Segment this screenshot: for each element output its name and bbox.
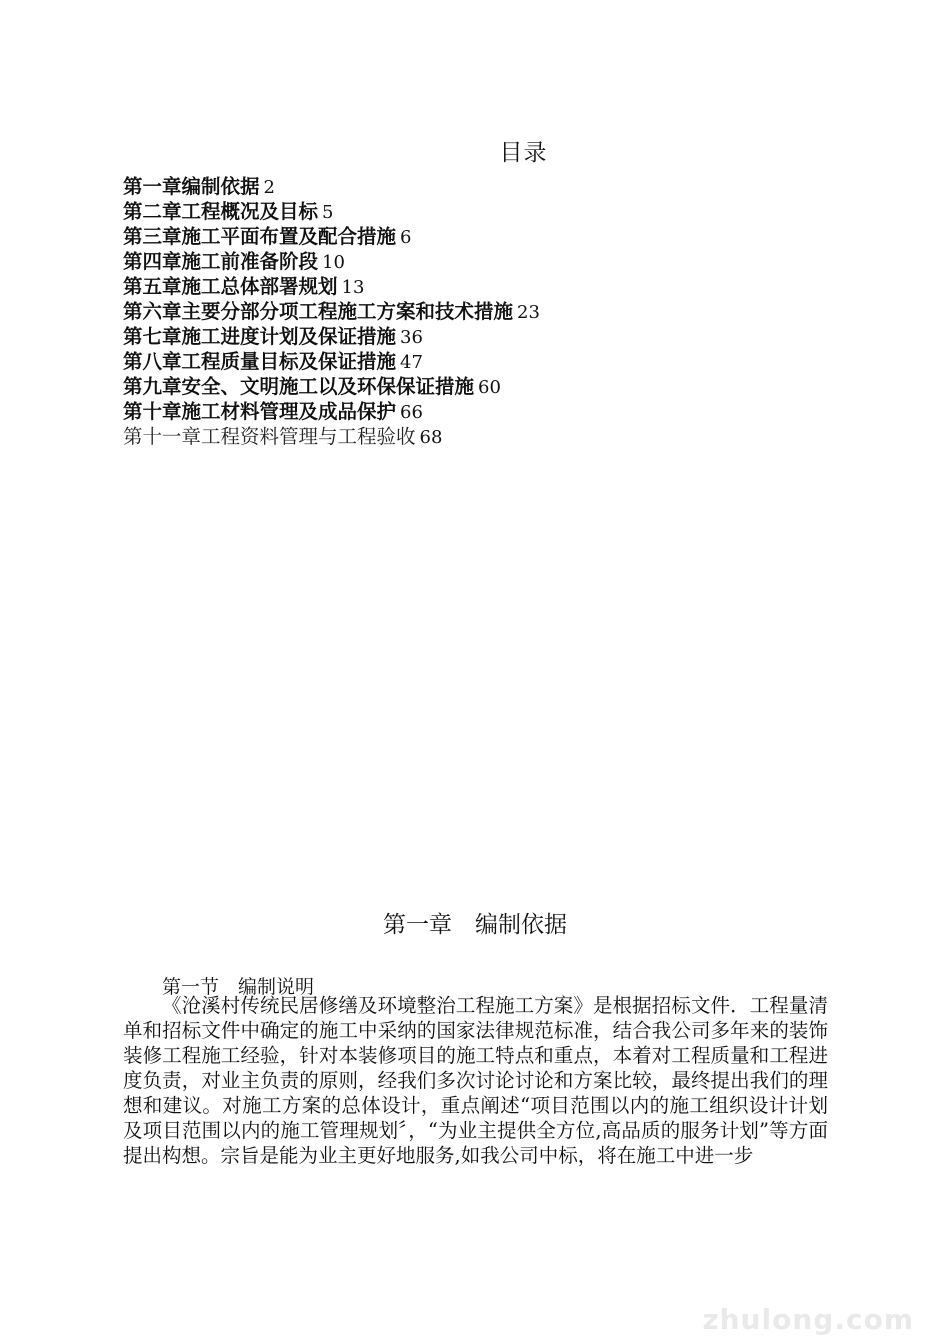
toc-item[interactable] [123, 199, 540, 224]
toc-item-title: 第二章工程概况及目标 [123, 200, 319, 223]
toc-item-page: 13 [341, 277, 365, 298]
toc-item-title: 第九章安全、文明施工以及环保保证措施 [123, 375, 475, 398]
toc-item-page: 66 [400, 402, 423, 423]
toc-item[interactable] [123, 349, 540, 374]
toc-item-page: 6 [400, 227, 412, 248]
toc-item-title: 第八章工程质量目标及保证措施 [123, 350, 397, 373]
toc-item-title: 第十章施工材料管理及成品保护 [123, 400, 397, 423]
watermark-logo: zhulong.com [702, 1303, 914, 1336]
toc-item-title: 第七章施工进度计划及保证措施 [123, 325, 397, 348]
toc-item[interactable] [123, 299, 540, 324]
toc-item-page: 60 [478, 377, 501, 398]
toc-item[interactable] [123, 174, 540, 199]
toc-item[interactable] [123, 324, 540, 349]
toc-item-title: 第三章施工平面布置及配合措施 [123, 225, 397, 248]
toc-item-page: 68 [419, 427, 443, 448]
toc-item-page: 47 [400, 352, 423, 373]
toc-title: 目录 [499, 140, 548, 166]
toc-item-page: 23 [517, 302, 540, 323]
toc-item-title: 第六章主要分部分项工程施工方案和技术措施 [123, 300, 514, 323]
toc-item-title: 第一章编制依据 [123, 175, 260, 198]
toc-item-page: 2 [263, 177, 275, 198]
chapter-title: 第一章 编制依据 [383, 912, 567, 938]
toc-item[interactable] [123, 224, 540, 249]
toc-item-page: 10 [322, 252, 345, 273]
toc-item-page: 5 [322, 202, 334, 223]
toc-item-title: 第十一章工程资料管理与工程验收 [123, 425, 416, 448]
toc-item[interactable] [123, 274, 540, 299]
section-title: 第一节 编制说明 [162, 976, 315, 998]
toc-item[interactable] [123, 374, 540, 399]
toc-item-title: 第五章施工总体部署规划 [123, 275, 338, 298]
body-paragraph: 《沧溪村传统民居修缮及环境整治工程施工方案》是根据招标文件．工程量清单和招标文件中确定的施工中采纳的国家法律规范标准，结合我公司多年来的装饰装修工程施工经验，针对本装修项目的施工特点和重点，本着对工程质量和工程进度负责，对业主负责的原则，经我们多次讨论讨论和方案比较，最终提出我们的理想和建议。对施工方案的总体设计，重点阐述“项目范围以内的施工组织设计计划及项目范围以内的施工管理规划〞，“为业主提供全方位,高品质的服务计划”等方面提出构想。宗旨是能为业主更好地服务,如我公司中标，将在施工中进一步 [123, 994, 828, 1167]
toc-item[interactable] [123, 424, 540, 449]
toc-item[interactable] [123, 249, 540, 274]
toc-list [123, 174, 540, 449]
toc-item-title: 第四章施工前准备阶段 [123, 250, 319, 273]
toc-item[interactable] [123, 399, 540, 424]
toc-item-page: 36 [400, 327, 423, 348]
